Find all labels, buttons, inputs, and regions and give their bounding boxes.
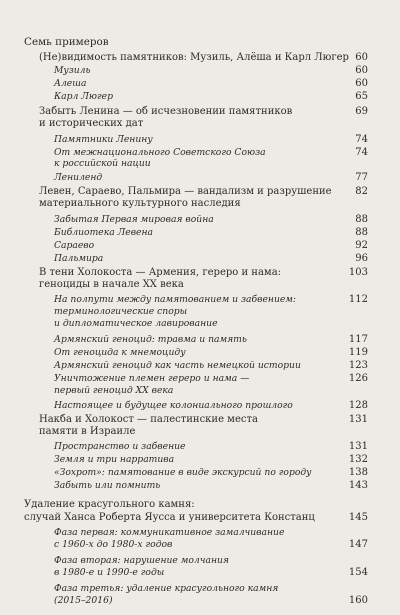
toc-entry-line: случай Ханса Роберта Яусса и университета Констанц	[24, 512, 315, 523]
toc-entry-line: Левен, Сараево, Пальмира — вандализм и разрушение	[39, 186, 332, 197]
page-number: 119	[348, 347, 368, 358]
page-number: 112	[348, 294, 368, 305]
page-number: 60	[355, 78, 368, 89]
page-number: 74	[355, 147, 368, 158]
toc-subentry-line: Забытая Первая мировая война	[54, 214, 214, 225]
page-number: 147	[348, 539, 368, 550]
page-number: 96	[355, 253, 368, 264]
page-number: 60	[355, 65, 368, 76]
page-number: 74	[355, 134, 368, 145]
page-number: 88	[355, 214, 368, 225]
toc-subentry-line: Библиотека Левена	[54, 227, 154, 238]
page-number: 103	[348, 267, 368, 278]
toc-subentry-line: Сараево	[54, 240, 95, 251]
toc-subentry-line: Уничтожение племен гереро и нама —	[54, 373, 250, 384]
toc-subentry-line: Музиль	[54, 65, 91, 76]
toc-subentry-line: в 1980-е и 1990-е годы	[54, 567, 165, 578]
page-number: 131	[348, 441, 368, 452]
page-number: 92	[355, 240, 368, 251]
toc-entry-line: и исторических дат	[39, 118, 144, 129]
page-number: 69	[355, 106, 368, 117]
toc-subentry-line: Армянский геноцид: травма и память	[54, 334, 247, 345]
toc-subentry-line: «Зохрот»: памятование в виде экскурсий по городу	[54, 467, 312, 478]
toc-entry-line: Накба и Холокост — палестинские места	[39, 414, 258, 425]
page-number: 128	[348, 400, 368, 411]
page-number: 123	[348, 360, 368, 371]
page-number: 82	[355, 186, 368, 197]
toc-subentry-line: (2015–2016)	[54, 595, 113, 606]
toc-subentry-line: первый геноцид XX века	[54, 385, 174, 396]
toc-subentry-line: Забыть или помнить	[54, 480, 161, 491]
toc-subentry-line: От межнационального Советского Союза	[54, 147, 266, 158]
toc-subentry-line: Алеша	[54, 78, 87, 89]
toc-subentry-line: терминологические споры	[54, 306, 188, 317]
page-number: 65	[355, 91, 368, 102]
page-number: 138	[348, 467, 368, 478]
page-number: 60	[355, 52, 368, 63]
toc-entry-line: (Не)видимость памятников: Музиль, Алёша и Карл Люгер	[39, 52, 349, 63]
page-number: 154	[348, 567, 368, 578]
toc-subentry-line: Настоящее и будущее колониального прошлого	[54, 400, 293, 411]
toc-entry-line: Удаление красугольного камня:	[24, 499, 195, 510]
toc-subentry-line: Армянский геноцид как часть немецкой истории	[54, 360, 301, 371]
page-number: 131	[348, 414, 368, 425]
toc-entry-line: памяти в Израиле	[39, 426, 136, 437]
page-number: 132	[348, 454, 368, 465]
page-number: 143	[348, 480, 368, 491]
page-number: 88	[355, 227, 368, 238]
page-number: 160	[348, 595, 368, 606]
toc-subentry-line: Фаза вторая: нарушение молчания	[54, 555, 230, 566]
toc-subentry-line: Фаза третья: удаление красугольного камня	[54, 583, 279, 594]
toc-subentry-line: и дипломатическое лавирование	[54, 318, 218, 329]
toc-subentry-line: Лениленд	[54, 172, 103, 183]
toc-subentry-line: Карл Люгер	[54, 91, 113, 102]
page-number: 117	[348, 334, 368, 345]
toc-entry-line: В тени Холокоста — Армения, гереро и нама:	[39, 267, 282, 278]
toc-entry-line: материального культурного наследия	[39, 198, 241, 209]
toc-subentry-line: Памятники Ленину	[54, 134, 153, 145]
section-title: Семь примеров	[24, 36, 109, 48]
page-number: 77	[355, 172, 368, 183]
page-number: 145	[348, 512, 368, 523]
toc-subentry-line: Земля и три нарратива	[54, 454, 175, 465]
toc-subentry-line: Пространство и забвение	[54, 441, 186, 452]
toc-subentry-line: к российской нации	[54, 158, 151, 169]
page-number: 126	[348, 373, 368, 384]
toc-entry-line: геноциды в начале XX века	[39, 279, 184, 290]
toc-subentry-line: На полпути между памятованием и забвением:	[54, 294, 297, 305]
toc-subentry-line: Пальмира	[54, 253, 104, 264]
toc-subentry-line: с 1960-х до 1980-х годов	[54, 539, 173, 550]
toc-subentry-line: Фаза первая: коммуникативное замалчивание	[54, 527, 285, 538]
toc-subentry-line: От геноцида к мнемоциду	[54, 347, 186, 358]
toc-entry-line: Забыть Ленина — об исчезновении памятников	[39, 106, 293, 117]
